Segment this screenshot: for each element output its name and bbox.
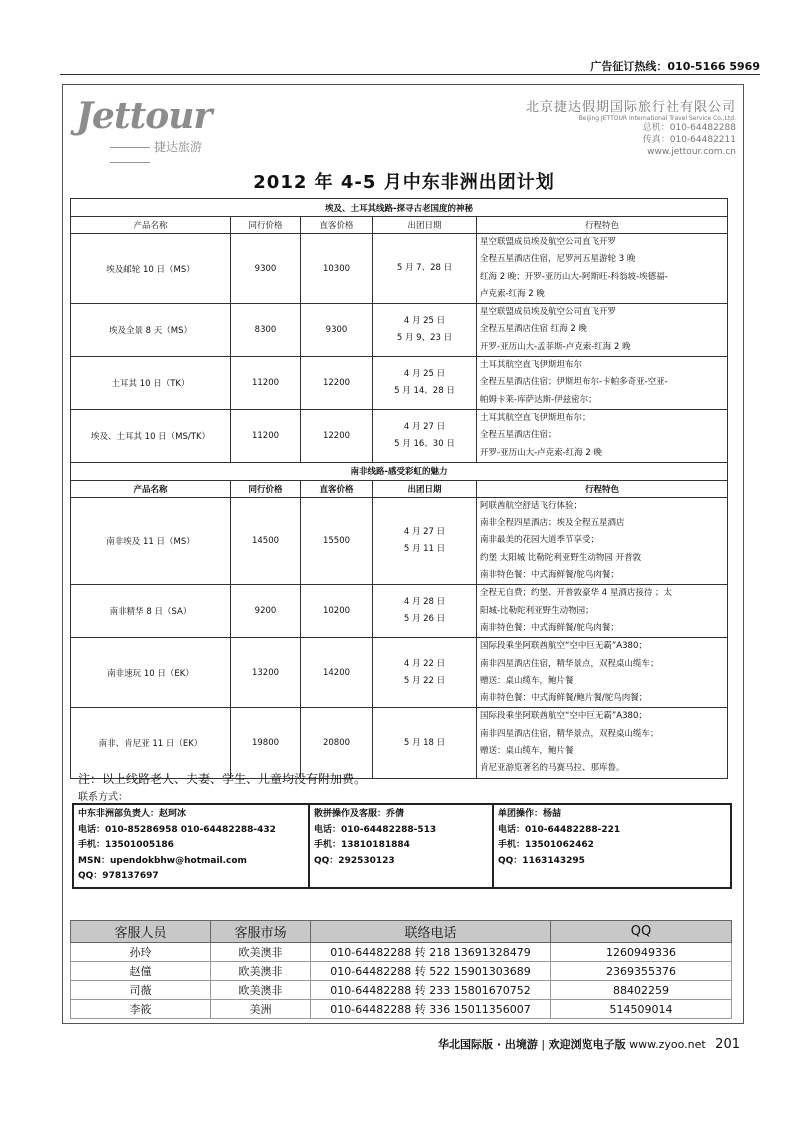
departure-dates	[373, 304, 477, 357]
departure-date: 5 月 18 日	[403, 737, 446, 748]
section-title: 埃及、土耳其线路-探寻古老国度的神秘	[71, 199, 728, 217]
feature-line: 星空联盟成员埃及航空公司直飞开罗	[480, 307, 617, 318]
service-name: 孙玲	[71, 943, 211, 962]
section-title: 南非线路-感受彩虹的魅力	[71, 462, 728, 480]
tour-row	[71, 708, 728, 778]
column-header: 直客价格	[301, 480, 373, 497]
service-qq: 1260949336	[551, 943, 732, 962]
feature-line: 国际段乘坐阿联酋航空“空中巨无霸”A380；	[480, 711, 647, 722]
feature-line: 全程五星酒店住宿；	[480, 430, 557, 441]
feature-line: 国际段乘坐阿联酋航空“空中巨无霸”A380；	[480, 641, 647, 652]
column-header-row	[71, 480, 728, 497]
contact-table	[72, 803, 732, 889]
page-footer	[400, 1036, 740, 1052]
service-market: 美洲	[211, 1000, 311, 1019]
section-header-row	[71, 462, 728, 480]
feature-line: 卢克索-红海 2 晚	[480, 288, 545, 299]
contact-line: 电话：010-64482288-513	[314, 824, 437, 835]
departure-date: 4 月 25 日	[403, 316, 446, 327]
tour-row	[71, 638, 728, 708]
page-title: 2012 年 4-5 月中东非洲出团计划	[253, 172, 555, 193]
service-row	[71, 943, 732, 962]
column-header: 直客价格	[301, 217, 373, 234]
peer-price: 14500	[231, 497, 301, 584]
peer-price: 8300	[231, 304, 301, 357]
itinerary-features	[477, 708, 728, 778]
tour-row	[71, 304, 728, 357]
page-number: 201	[715, 1037, 740, 1052]
product-name: 土耳其 10 日（TK）	[71, 357, 231, 410]
footer-browse: 欢迎浏览电子版	[548, 1038, 626, 1051]
service-row	[71, 1000, 732, 1019]
service-market: 欧美澳非	[211, 962, 311, 981]
service-phone: 010-64482288 转 218 13691328479	[311, 943, 551, 962]
departure-date: 4 月 27 日	[403, 527, 446, 538]
direct-price: 9300	[301, 304, 373, 357]
departure-date: 5 月 22 日	[403, 675, 446, 686]
tour-row	[71, 585, 728, 638]
product-name: 南非埃及 11 日（MS）	[71, 497, 231, 584]
tour-row	[71, 357, 728, 410]
departure-dates	[373, 357, 477, 410]
feature-line: 红海 2 晚；开罗-亚历山大-阿斯旺-科翁坡-埃德福-	[480, 271, 668, 282]
contact-line: QQ：292530123	[314, 855, 395, 866]
service-qq: 2369355376	[551, 962, 732, 981]
contact-label: 联系方式：	[78, 792, 128, 803]
contact-line: MSN：upendokbhw@hotmail.com	[78, 855, 247, 866]
contact-line: 中东非洲部负责人：赵珂冰	[78, 809, 187, 819]
service-row	[71, 981, 732, 1000]
tour-row	[71, 234, 728, 304]
service-market: 欧美澳非	[211, 943, 311, 962]
feature-line: 阿联酋航空舒适飞行体验；	[480, 500, 583, 511]
feature-line: 南非全程四星酒店；埃及全程五星酒店	[480, 518, 625, 529]
feature-line: 赠送：桌山缆车，鲍片餐	[480, 675, 574, 686]
contact-card	[73, 804, 309, 888]
company-website[interactable]: www.jettour.com.cn	[647, 147, 736, 157]
product-name: 南非、肯尼亚 11 日（EK）	[71, 708, 231, 778]
departure-date: 5 月 26 日	[403, 614, 446, 625]
service-header: 客服人员	[71, 921, 211, 943]
section-header-row	[71, 199, 728, 217]
feature-line: 阳城-比勒陀利亚野生动物园；	[480, 605, 594, 616]
departure-date: 5 月 14、28 日	[394, 386, 455, 397]
feature-line: 土耳其航空直飞伊斯坦布尔；	[480, 412, 591, 423]
feature-line: 肯尼亚游览著名的马赛马拉、那库鲁。	[480, 763, 625, 774]
contact-line: 手机：13501062462	[498, 840, 594, 850]
footer-url[interactable]: www.zyoo.net	[629, 1038, 706, 1051]
column-header: 行程特色	[477, 480, 728, 497]
direct-price: 14200	[301, 638, 373, 708]
ad-hotline: 广告征订热线：010-5166 5969	[590, 60, 760, 73]
feature-line: 南非四星酒店住宿，精华景点，双程桌山缆车；	[480, 728, 659, 739]
itinerary-features	[477, 585, 728, 638]
itinerary-features	[477, 357, 728, 410]
logo-subtitle: 捷达旅游	[76, 138, 226, 169]
service-phone: 010-64482288 转 233 15801670752	[311, 981, 551, 1000]
departure-dates	[373, 638, 477, 708]
itinerary-features	[477, 234, 728, 304]
departure-date: 4 月 27 日	[403, 421, 446, 432]
footer-separator: |	[541, 1038, 546, 1051]
contact-card	[309, 804, 493, 888]
itinerary-features	[477, 409, 728, 462]
company-name-en: Beijing JETTOUR International Travel Service Co.,Ltd.	[578, 115, 736, 122]
itinerary-features	[477, 497, 728, 584]
peer-price: 11200	[231, 357, 301, 410]
service-header: 联络电话	[311, 921, 551, 943]
contact-line: 手机：13810181884	[314, 840, 410, 850]
feature-line: 南非特色餐：中式海鲜餐/鸵鸟肉餐；	[480, 622, 619, 633]
jettour-logo	[76, 96, 226, 156]
peer-price: 11200	[231, 409, 301, 462]
column-header: 行程特色	[477, 217, 728, 234]
departure-date: 5 月 7、28 日	[396, 263, 453, 274]
departure-dates	[373, 234, 477, 304]
surcharge-note: 注：以上线路老人、夫妻、学生、儿童均没有附加费。	[78, 772, 367, 786]
departure-date: 4 月 25 日	[403, 369, 446, 380]
tour-row	[71, 409, 728, 462]
column-header-row	[71, 217, 728, 234]
contact-line: 单团操作：杨喆	[498, 809, 562, 819]
service-header: QQ	[551, 921, 732, 943]
peer-price: 13200	[231, 638, 301, 708]
header-rule	[60, 74, 760, 75]
feature-line: 全程无自费；约堡、开普敦豪华 4 星酒店接待 ；太	[480, 588, 673, 599]
logo-wordmark: Jettour	[76, 95, 212, 137]
product-name: 埃及、土耳其 10 日（MS/TK）	[71, 409, 231, 462]
contact-line: QQ：978137697	[78, 871, 159, 881]
column-header: 产品名称	[71, 217, 231, 234]
departure-date: 5 月 11 日	[403, 544, 446, 555]
feature-line: 南非最美的花园大道季节享受；	[480, 535, 600, 546]
peer-price: 9300	[231, 234, 301, 304]
departure-dates	[373, 497, 477, 584]
direct-price: 12200	[301, 357, 373, 410]
departure-date: 5 月 16、30 日	[394, 438, 455, 449]
departure-dates	[373, 585, 477, 638]
product-name: 南非精华 8 日（SA）	[71, 585, 231, 638]
service-phone: 010-64482288 转 336 15011356007	[311, 1000, 551, 1019]
footer-publication: 华北国际版 · 出境游	[438, 1038, 538, 1051]
direct-price: 10300	[301, 234, 373, 304]
tour-schedule-table	[70, 198, 728, 779]
departure-dates	[373, 708, 477, 778]
tour-row	[71, 497, 728, 584]
service-qq: 514509014	[551, 1000, 732, 1019]
direct-price: 15500	[301, 497, 373, 584]
departure-date: 4 月 22 日	[403, 658, 446, 669]
direct-price: 12200	[301, 409, 373, 462]
feature-line: 全程五星酒店住宿；伊斯坦布尔-卡帕多奇亚-空亚-	[480, 377, 668, 388]
feature-line: 土耳其航空直飞伊斯坦布尔	[480, 360, 583, 371]
departure-date: 4 月 28 日	[403, 597, 446, 608]
column-header: 产品名称	[71, 480, 231, 497]
product-name: 埃及邮轮 10 日（MS）	[71, 234, 231, 304]
company-name: 北京捷达假期国际旅行社有限公司	[525, 100, 736, 115]
service-market: 欧美澳非	[211, 981, 311, 1000]
service-name: 赵僮	[71, 962, 211, 981]
contact-card	[493, 804, 731, 888]
feature-line: 约堡 太阳城 比勒陀利亚野生动物园 开普敦	[480, 552, 642, 563]
product-name: 埃及全景 8 天（MS）	[71, 304, 231, 357]
service-name: 李筱	[71, 1000, 211, 1019]
company-phone: 总机：010-64482288	[642, 123, 736, 133]
contact-line: 散拼操作及客服：乔倩	[314, 809, 405, 819]
feature-line: 全程五星酒店住宿 红海 2 晚	[480, 324, 588, 335]
contact-line: 电话：010-85286958 010-64482288-432	[78, 824, 276, 835]
company-info	[500, 96, 736, 158]
service-phone: 010-64482288 转 522 15901303689	[311, 962, 551, 981]
service-header: 客服市场	[211, 921, 311, 943]
service-row	[71, 962, 732, 981]
column-header: 出团日期	[373, 480, 477, 497]
company-fax: 传真：010-64482211	[642, 135, 736, 145]
feature-line: 开罗-亚历山大-卢克索-红海 2 晚	[480, 447, 603, 458]
customer-service-table	[70, 920, 732, 1019]
contact-line: 电话：010-64482288-221	[498, 824, 621, 835]
feature-line: 开罗-亚历山大-孟菲斯-卢克索-红海 2 晚	[480, 341, 631, 352]
peer-price: 19800	[231, 708, 301, 778]
itinerary-features	[477, 638, 728, 708]
contact-line: 手机：13501005186	[78, 840, 174, 850]
feature-line: 南非特色餐：中式海鲜餐/鸵鸟肉餐；	[480, 570, 619, 581]
departure-date: 5 月 9、23 日	[396, 333, 453, 344]
contact-line: QQ：1163143295	[498, 855, 585, 866]
direct-price: 20800	[301, 708, 373, 778]
feature-line: 帕姆卡莱-库萨达斯-伊兹密尔；	[480, 394, 597, 405]
feature-line: 南非四星酒店住宿，精华景点，双程桌山缆车；	[480, 658, 659, 669]
departure-dates	[373, 409, 477, 462]
feature-line: 星空联盟成员埃及航空公司直飞开罗	[480, 237, 617, 247]
column-header: 同行价格	[231, 217, 301, 234]
direct-price: 10200	[301, 585, 373, 638]
product-name: 南非速玩 10 日（EK）	[71, 638, 231, 708]
itinerary-features	[477, 304, 728, 357]
peer-price: 9200	[231, 585, 301, 638]
feature-line: 赠送：桌山缆车，鲍片餐	[480, 746, 574, 757]
service-qq: 88402259	[551, 981, 732, 1000]
column-header: 出团日期	[373, 217, 477, 234]
column-header: 同行价格	[231, 480, 301, 497]
service-name: 司薇	[71, 981, 211, 1000]
feature-line: 全程五星酒店住宿，尼罗河五星游轮 3 晚	[480, 254, 636, 265]
feature-line: 南非特色餐：中式海鲜餐/鲍片餐/鸵鸟肉餐；	[480, 693, 648, 704]
